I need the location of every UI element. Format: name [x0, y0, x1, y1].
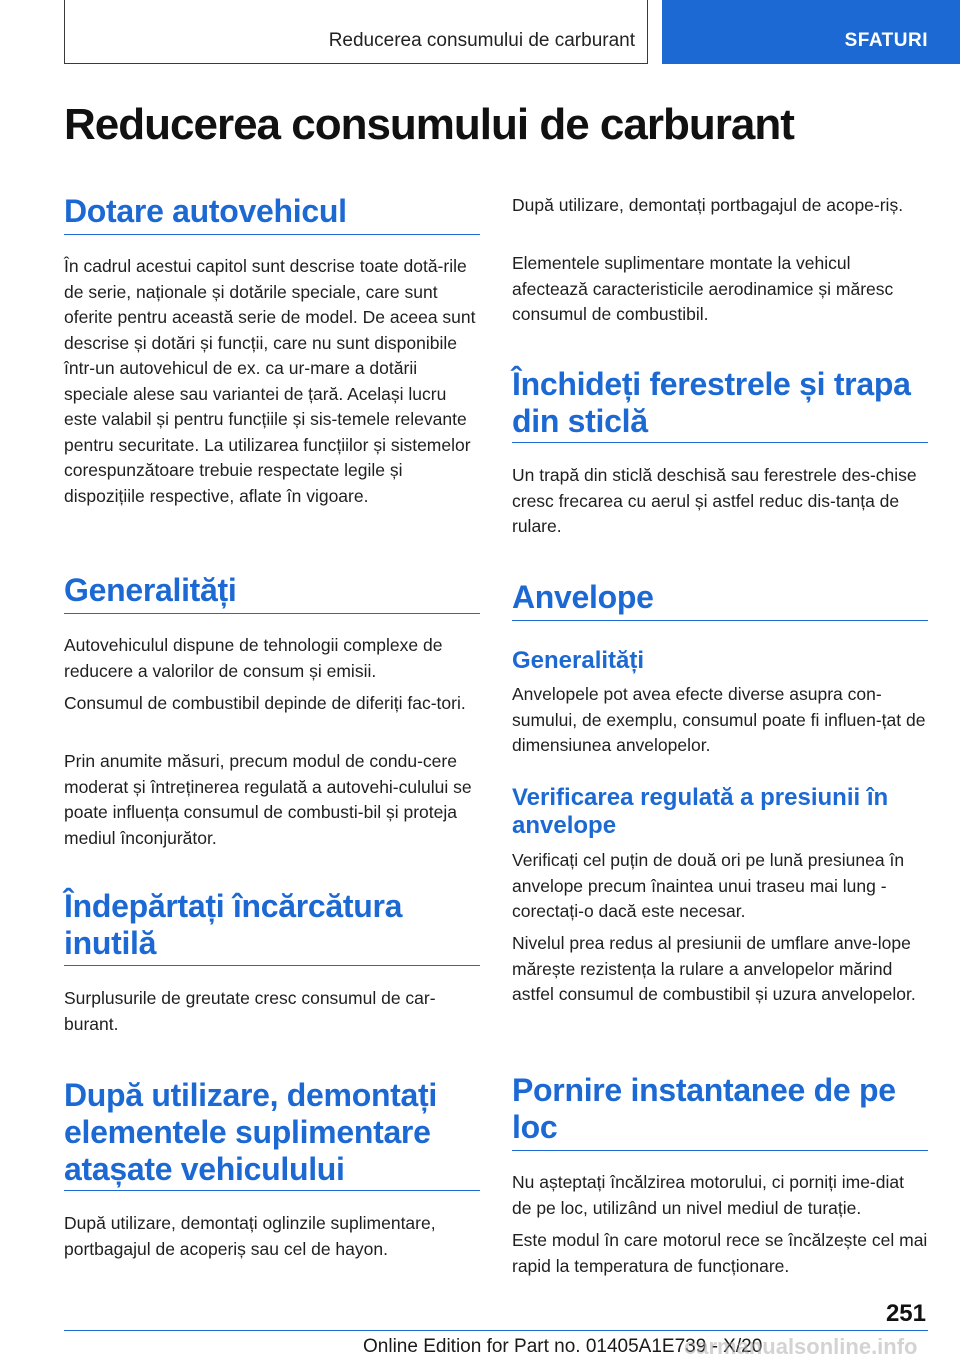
- subheading-presiune: Verificarea regulată a presiunii în anvelope: [512, 784, 889, 839]
- section-heading-ferestre: Închideți ferestrele și trapa din sticlă: [512, 366, 911, 439]
- section-rule: [64, 965, 480, 966]
- section-rule: [512, 620, 928, 621]
- edition-note: Online Edition for Part no. 01405A1E739 - X/20: [363, 1336, 763, 1357]
- paragraph: Nivelul prea redus al presiunii de umflare anve-lope mărește rezistența la rulare a anvelopelor mărind astfel consumul de combustibil și uzura anvelopelor.: [512, 933, 916, 1004]
- subheading-generalitati: Generalități: [512, 647, 645, 674]
- section-label: SFATURI: [844, 30, 928, 51]
- section-tab: [662, 0, 960, 64]
- section-heading-dotare: Dotare autovehicul: [64, 193, 347, 229]
- paragraph: După utilizare, demontați portbagajul de acope-riș.: [512, 195, 904, 215]
- paragraph: Este modul în care motorul rece se încălzește cel mai rapid la temperatura de funcționare.: [512, 1230, 928, 1276]
- section-heading-generalitati: Generalități: [64, 572, 237, 608]
- section-rule: [512, 1150, 928, 1151]
- page-title: Reducerea consumului de carburant: [64, 100, 794, 149]
- paragraph: Autovehiculul dispune de tehnologii complexe de reducere a valorilor de consum și emisii.: [64, 635, 443, 681]
- paragraph: Surplusurile de greutate cresc consumul de car-burant.: [64, 988, 436, 1034]
- footer-rule: [64, 1330, 928, 1331]
- paragraph: Anvelopele pot avea efecte diverse asupra con-sumului, de exemplu, consumul poate fi influen-țat de dimensiunea anvelopelor.: [512, 684, 926, 755]
- section-heading-anvelope: Anvelope: [512, 579, 654, 615]
- paragraph: Consumul de combustibil depinde de diferiți fac-tori.: [64, 693, 466, 713]
- paragraph: În cadrul acestui capitol sunt descrise toate dotă-rile de serie, naționale și dotările speciale, care sunt oferite pentru această serie de model. De aceea sunt descrise și dotări și funcții, care nu sunt disponibile într-un autovehicul de ex. ca ur-mare a dotării speciale alese sau variantei de țară. Același lucru este valabil și pentru funcțiile și sis-temele relevante pentru securitate. La utilizarea funcțiilor și sistemelor corespunzătoare trebuie respectate legile și dispozițiile respective, aflate în vigoare.: [64, 256, 476, 506]
- paragraph: Nu așteptați încălzirea motorului, ci porniți ime-diat de pe loc, utilizând un nivel mediul de turație.: [512, 1172, 904, 1218]
- section-heading-pornire: Pornire instantanee de pe loc: [512, 1072, 896, 1145]
- paragraph: Prin anumite măsuri, precum modul de condu-cere moderat și întreținerea regulată a autovehi-culului se poate influența consumul de combusti-bil și proteja mediul înconjurător.: [64, 751, 472, 848]
- paragraph: Elementele suplimentare montate la vehicul afectează caracteristicile aerodinamice și măresc consumul de combustibil.: [512, 253, 894, 324]
- section-rule: [64, 613, 480, 614]
- section-rule: [64, 234, 480, 235]
- paragraph: După utilizare, demontați oglinzile suplimentare, portbagajul de acoperiș sau cel de hayon.: [64, 1213, 436, 1259]
- section-heading-demontati: După utilizare, demontați elementele suplimentare atașate vehiculului: [64, 1077, 437, 1187]
- page-number: 251: [885, 1300, 926, 1327]
- watermark: carmanualsonline.info: [684, 1334, 918, 1359]
- chapter-title: Reducerea consumului de carburant: [328, 30, 635, 51]
- paragraph: Un trapă din sticlă deschisă sau ferestrele des-chise cresc frecarea cu aerul și astfel reduc dis-tanța de rulare.: [512, 465, 917, 536]
- section-rule: [512, 442, 928, 443]
- running-header: [64, 0, 648, 64]
- paragraph: Verificați cel puțin de două ori pe lună presiunea în anvelope precum înaintea unui traseu mai lung - corectați-o dacă este necesar.: [512, 850, 905, 921]
- section-heading-incarcatura: Îndepărtați încărcătura inutilă: [64, 888, 403, 961]
- section-rule: [64, 1190, 480, 1191]
